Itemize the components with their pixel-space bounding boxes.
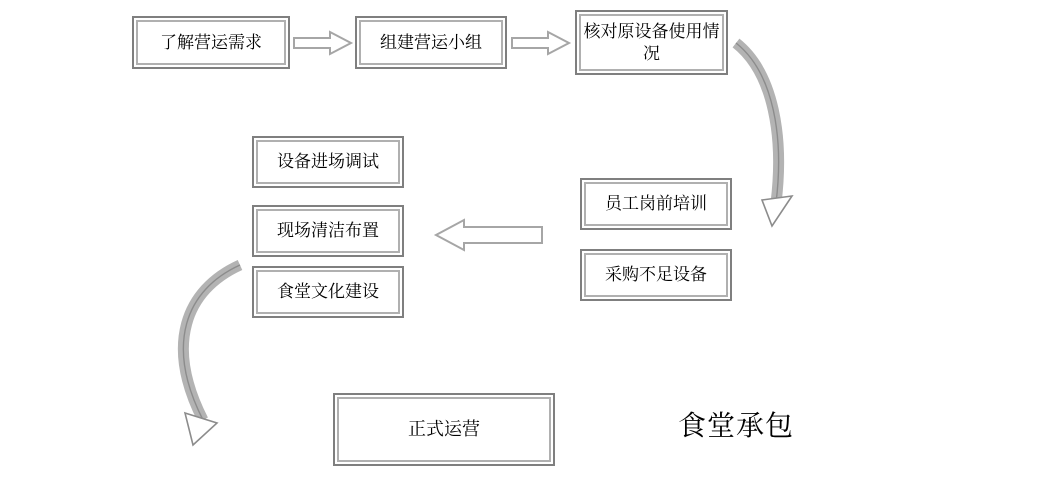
node-label: 设备进场调试	[277, 152, 379, 172]
process-node-3[interactable]	[575, 10, 728, 75]
diagram-title: 食堂承包	[678, 410, 795, 441]
process-node-1[interactable]	[132, 16, 290, 69]
node-label: 员工岗前培训	[605, 194, 707, 214]
process-node-7[interactable]	[252, 205, 404, 257]
process-node-5[interactable]	[580, 249, 732, 301]
process-node-6[interactable]	[252, 136, 404, 188]
arrow-right-icon-1	[294, 31, 352, 55]
arrow-left-icon	[434, 218, 544, 252]
node-label: 采购不足设备	[605, 265, 707, 285]
node-label: 了解营运需求	[160, 32, 262, 52]
node-label: 正式运营	[408, 419, 480, 440]
process-node-2[interactable]	[355, 16, 507, 69]
node-label: 核对原设备使用情况	[583, 22, 720, 63]
node-label: 食堂文化建设	[277, 282, 379, 302]
node-label: 组建营运小组	[380, 32, 482, 52]
arrow-curve-down-icon	[726, 38, 816, 238]
process-node-8[interactable]	[252, 266, 404, 318]
arrow-right-icon-2	[512, 31, 570, 55]
node-label: 现场清洁布置	[277, 221, 379, 241]
process-node-4[interactable]	[580, 178, 732, 230]
process-node-9[interactable]	[333, 393, 555, 466]
